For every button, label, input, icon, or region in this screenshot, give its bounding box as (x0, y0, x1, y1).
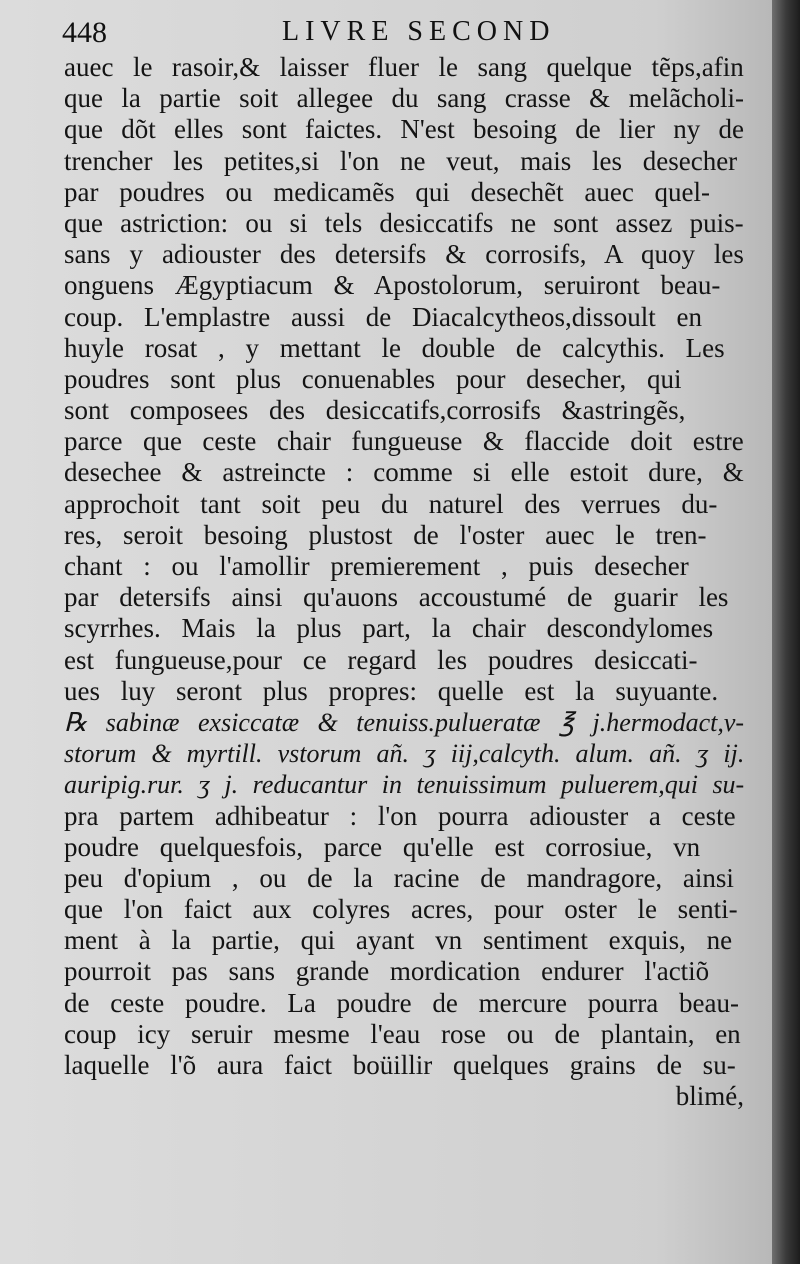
text-line: peu d'opium , ou de la racine de mandragore, ainsi (64, 862, 734, 893)
text-line: laquelle l'õ aura faict boüillir quelques grains de su- (64, 1050, 736, 1080)
text-line: par poudres ou medicamẽs qui desechẽt auec quel- (64, 176, 711, 207)
text-line: sont composees des desiccatifs,corrosifs &astringẽs, (64, 395, 686, 426)
text-line: blimé, (675, 1081, 744, 1112)
text-line: est fungueuse,pour ce regard les poudres desiccati- (64, 644, 698, 675)
text-line: approchoit tant soit peu du naturel des verrues du- (64, 488, 718, 519)
text-line: onguens Ægyptiacum & Apostolorum, seruiront beau- (64, 270, 721, 301)
text-line: chant : ou l'amollir premierement , puis desecher (64, 551, 689, 581)
text-line: que l'on faict aux colyres acres, pour oster le senti- (64, 894, 738, 925)
text-line: que astriction: ou si tels desiccatifs ne sont assez puis- (64, 207, 744, 238)
text-line: de ceste poudre. La poudre de mercure pourra beau- (64, 987, 739, 1018)
running-head: LIVRE SECOND (282, 16, 556, 47)
text-line: par detersifs ainsi qu'auons accoustumé de guarir les (64, 582, 729, 613)
page-header (62, 14, 762, 54)
text-line: ment à la partie, qui ayant vn sentiment exquis, ne (64, 925, 733, 956)
text-line: storum & myrtill. vstorum añ. ʒ iij,calcyth. alum. añ. ʒ ij. (64, 739, 744, 769)
body-text (64, 52, 744, 1112)
text-line: que dõt elles sont faictes. N'est besoing de lier ny de (64, 114, 744, 145)
text-line: parce que ceste chair fungueuse & flaccide doit estre (64, 426, 744, 457)
text-line: sans y adiouster des detersifs & corrosifs, A quoy les (64, 239, 744, 270)
text-line: pourroit pas sans grande mordication endurer l'actiõ (64, 956, 710, 987)
text-line: poudre quelquesfois, parce qu'elle est corrosiue, vn (64, 831, 701, 862)
text-line: poudres sont plus conuenables pour desecher, qui (64, 363, 682, 394)
text-line: scyrrhes. Mais la plus part, la chair descondylomes (64, 613, 714, 644)
book-gutter-shadow (772, 0, 800, 1264)
text-line: auripig.rur. ʒ j. reducantur in tenuissimum puluerem,qui su- (64, 770, 744, 800)
text-line: coup. L'emplastre aussi de Diacalcytheos,dissoult en (64, 301, 702, 332)
text-line: res, seroit besoing plustost de l'oster auec le tren- (64, 519, 707, 550)
text-line: ues luy seront plus propres: quelle est la suyuante. (64, 675, 719, 706)
text-line: auec le rasoir,& laisser fluer le sang quelque tẽps,afin (64, 52, 744, 82)
text-line: trencher les petites,si l'on ne veut, mais les desecher (64, 145, 738, 176)
text-line: huyle rosat , y mettant le double de calcythis. Les (64, 332, 725, 363)
text-line: pra partem adhibeatur : l'on pourra adiouster a ceste (64, 800, 736, 831)
text-line: coup icy seruir mesme l'eau rose ou de plantain, en (64, 1018, 741, 1049)
page-number: 448 (62, 16, 107, 49)
text-line: que la partie soit allegee du sang crasse & melãcholi- (64, 83, 744, 114)
text-line: desechee & astreincte : comme si elle estoit dure, & (64, 457, 744, 488)
text-line: ℞ sabinæ exsiccatæ & tenuiss.pulueratæ ℥ j.hermodact,v- (64, 707, 744, 737)
